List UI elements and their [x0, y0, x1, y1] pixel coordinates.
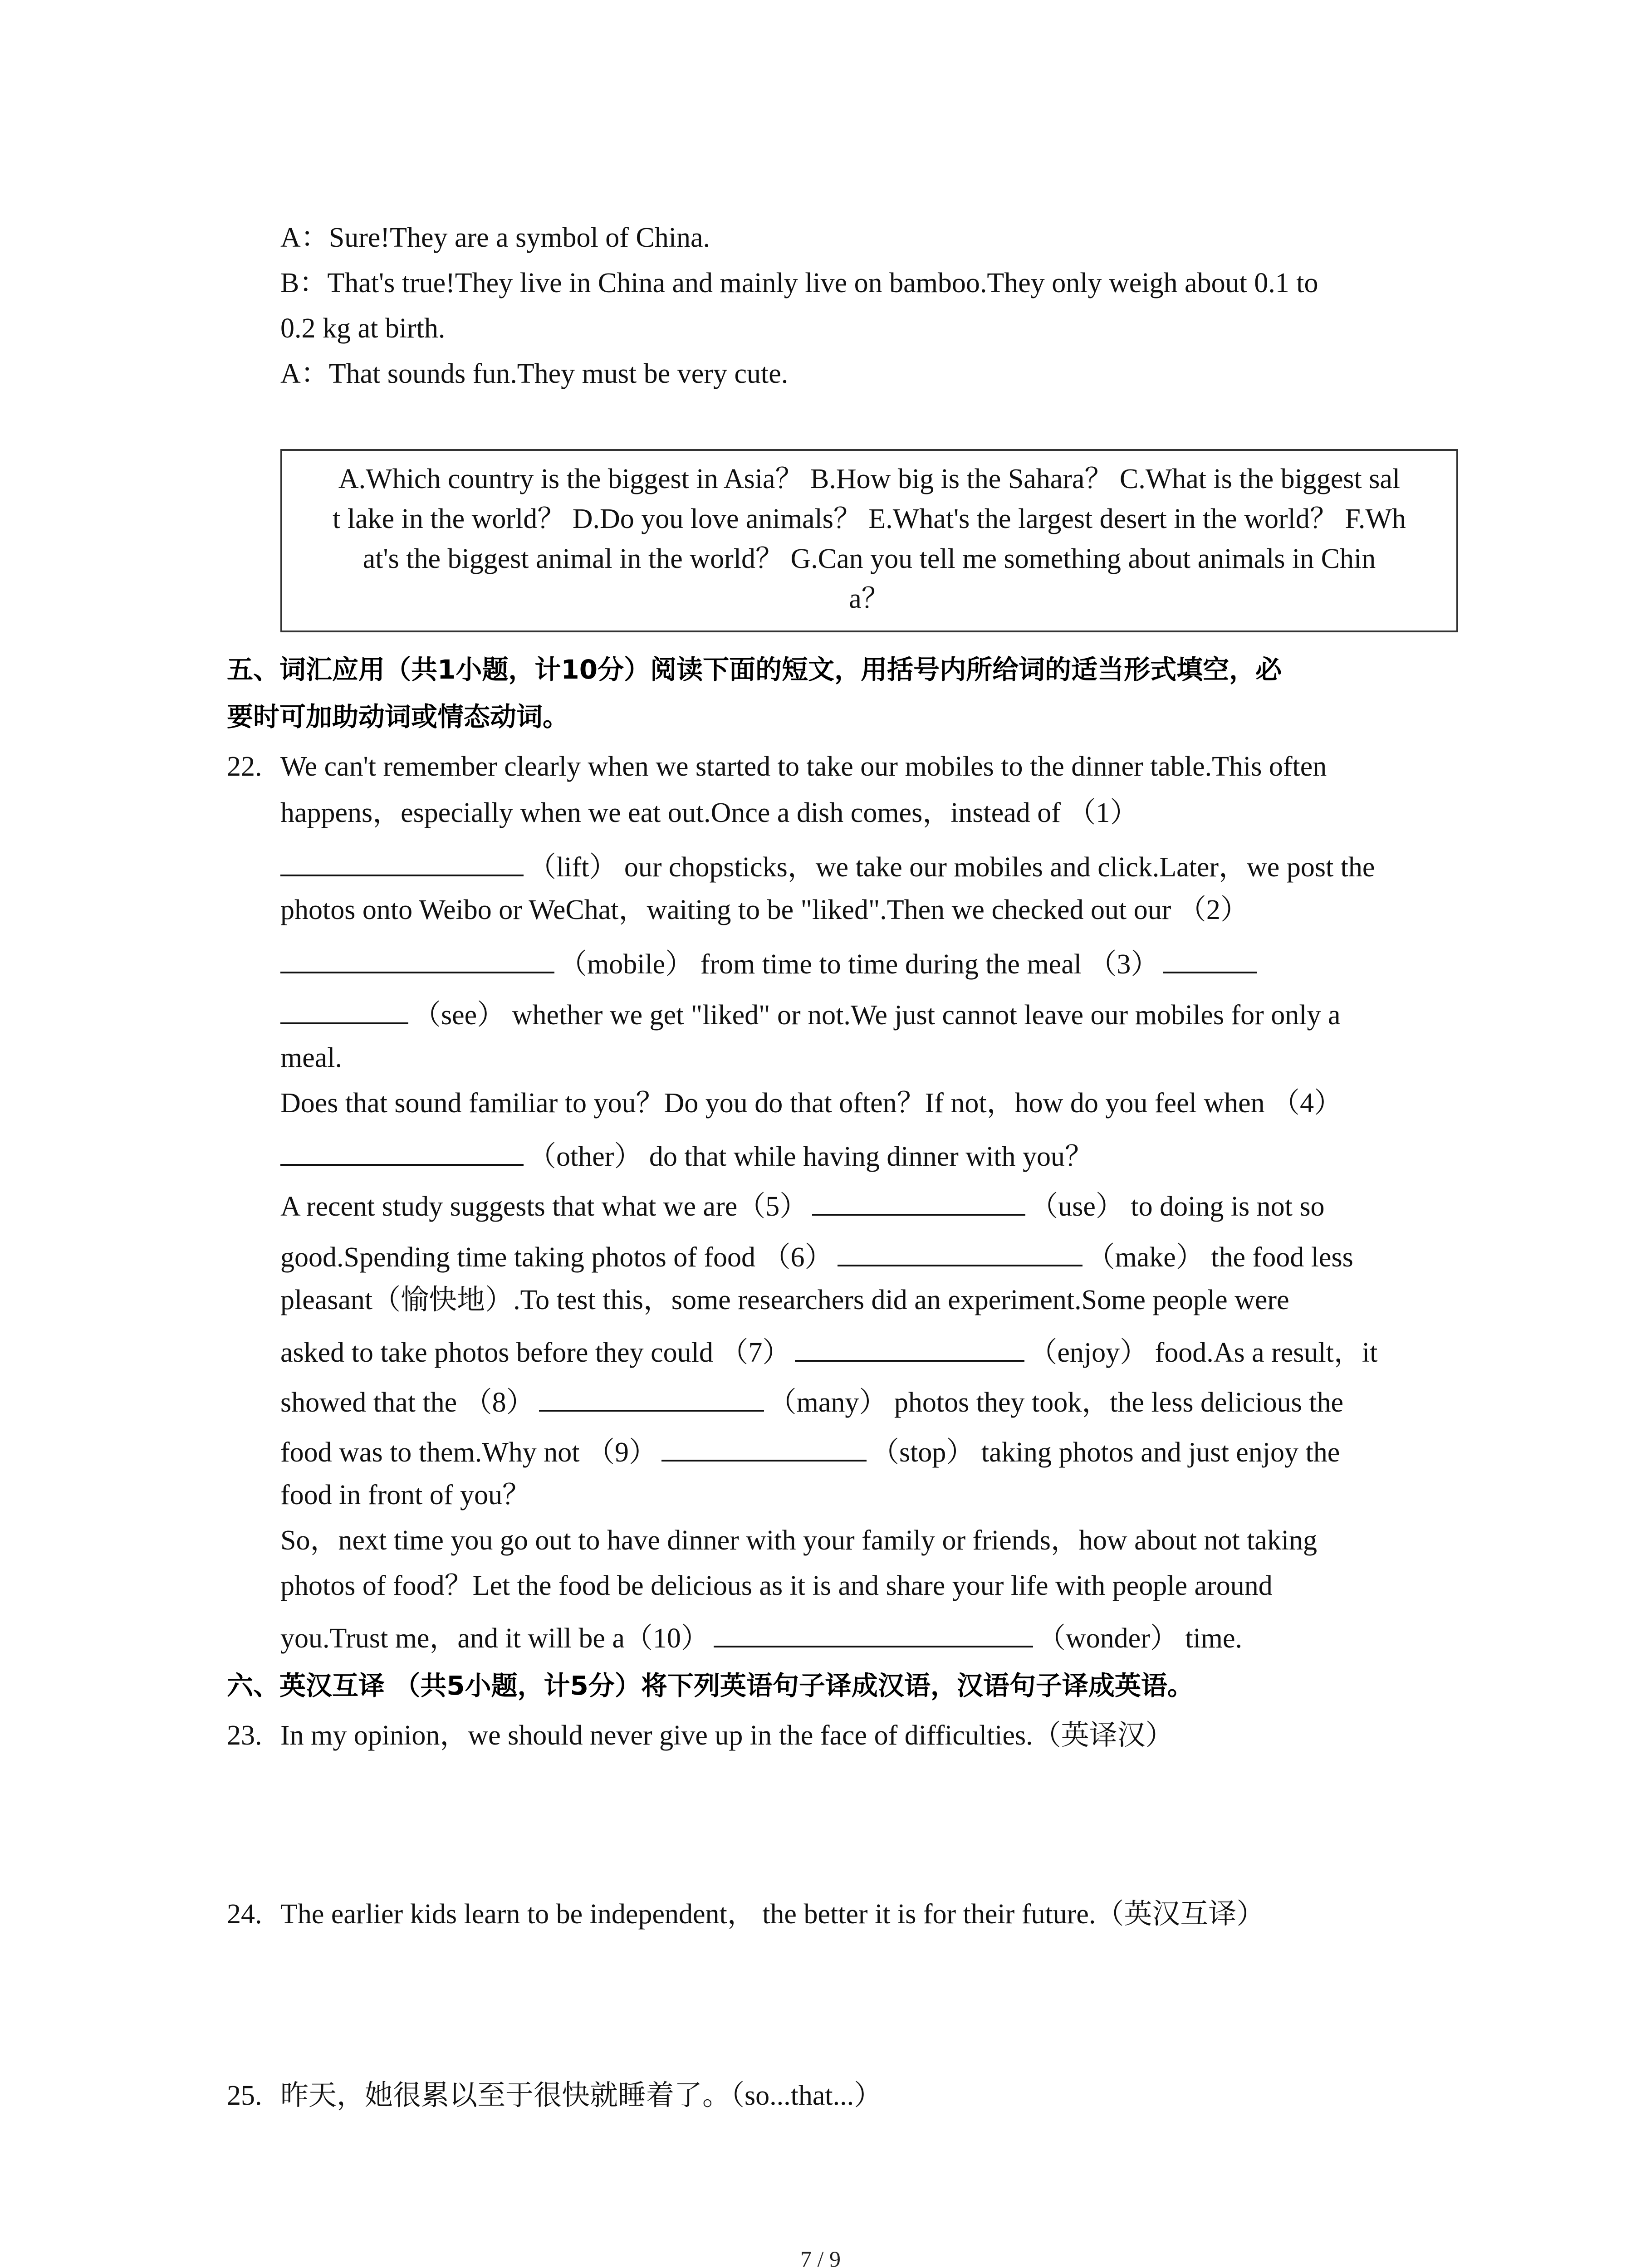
page-number: 7 / 9 [800, 2246, 841, 2268]
question-23-number: 23. [227, 1720, 262, 1751]
question-23-text: In my opinion，we should never give up in the face of difficulties.（英译汉） [280, 1720, 1174, 1751]
q22-line-14 [280, 1382, 1343, 1421]
q22-line-7: meal. [280, 1042, 342, 1073]
q22-line-18: photos of food？Let the food be delicious as it is and share your life with people around [280, 1570, 1273, 1601]
q22-line-5 [280, 943, 1261, 982]
dialogue-line-2: B：That's true!They live in China and mainly live on bamboo.They only weigh about 0.1 to [280, 268, 1318, 298]
blank-1[interactable] [280, 846, 524, 876]
q22-line-19-text-a: you.Trust me，and it will be a（10） [280, 1623, 709, 1654]
q22-line-3 [280, 846, 1375, 885]
blank-3a[interactable] [1163, 943, 1257, 973]
q22-line-14-text-b: （many） photos they took，the less delicious the [768, 1387, 1344, 1418]
q22-line-9 [280, 1136, 1093, 1175]
q22-line-6-text: （see） whether we get "liked" or not.We just cannot leave our mobiles for only a [413, 1000, 1341, 1031]
q22-line-10-text-b: （use） to doing is not so [1030, 1191, 1325, 1222]
question-22-number: 22. [227, 751, 262, 782]
dialogue-line-1: A：Sure!They are a symbol of China. [280, 222, 710, 253]
blank-2[interactable] [280, 943, 554, 973]
dialogue-line-4: A：That sounds fun.They must be very cute. [280, 358, 789, 389]
question-25-number: 25. [227, 2080, 262, 2111]
q22-line-8: Does that sound familiar to you？Do you do that often？If not，how do you feel when （4） [280, 1088, 1342, 1119]
q22-line-19 [280, 1618, 1242, 1657]
options-line-4: a？ [849, 583, 890, 614]
q22-line-11-text-a: good.Spending time taking photos of food （6） [280, 1242, 833, 1273]
q22-line-13 [280, 1332, 1377, 1371]
blank-6[interactable] [838, 1237, 1083, 1266]
q22-line-14-text-a: showed that the （8） [280, 1387, 534, 1418]
options-line-2: t lake in the world？ D.Do you love animals？ E.What's the largest desert in the world？ F.Wh [333, 503, 1406, 534]
q22-line-16: food in front of you？ [280, 1480, 531, 1510]
options-box [280, 449, 1458, 632]
q22-line-19-text-b: （wonder） time. [1037, 1623, 1243, 1654]
section-5-heading-line-2: 要时可加助动词或情态动词。 [227, 701, 569, 732]
blank-4[interactable] [280, 1136, 524, 1166]
q22-line-10 [280, 1186, 1325, 1225]
q22-line-17: So，next time you go out to have dinner with your family or friends，how about not taking [280, 1525, 1318, 1556]
q22-line-11-text-b: （make） the food less [1087, 1242, 1353, 1273]
question-24-number: 24. [227, 1899, 262, 1930]
q22-line-15-text-b: （stop） taking photos and just enjoy the [871, 1437, 1340, 1468]
question-25-text: 昨天，她很累以至于很快就睡着了。（so...that...） [280, 2080, 882, 2111]
options-line-3: at's the biggest animal in the world？ G.Can you tell me something about animals in Chin [362, 543, 1376, 574]
q22-line-5-text: （mobile） from time to time during the meal （3） [559, 949, 1159, 980]
q22-line-3-text: （lift） our chopsticks，we take our mobiles and click.Later，we post the [528, 852, 1375, 883]
q22-line-13-text-b: （enjoy） food.As a result，it [1029, 1337, 1378, 1368]
blank-5[interactable] [812, 1186, 1025, 1216]
q22-line-11 [280, 1237, 1353, 1276]
q22-line-13-text-a: asked to take photos before they could （7） [280, 1337, 791, 1368]
blank-7[interactable] [795, 1332, 1024, 1362]
q22-line-12: pleasant（愉快地）.To test this，some researchers did an experiment.Some people were [280, 1285, 1289, 1315]
q22-line-15-text-a: food was to them.Why not （9） [280, 1437, 657, 1468]
section-6-heading: 六、英汉互译 （共5小题，计5分）将下列英语句子译成汉语，汉语句子译成英语。 [227, 1670, 1194, 1701]
dialogue-line-3: 0.2 kg at birth. [280, 313, 446, 344]
section-5-heading-line-1: 五、词汇应用（共1小题，计10分）阅读下面的短文，用括号内所给词的适当形式填空，必 [227, 654, 1282, 685]
q22-line-9-text: （other） do that while having dinner with you？ [528, 1141, 1093, 1172]
q22-line-15 [280, 1432, 1340, 1471]
q22-line-1: We can't remember clearly when we started to take our mobiles to the dinner table.This often [280, 751, 1327, 782]
blank-10[interactable] [714, 1618, 1033, 1647]
options-line-1: A.Which country is the biggest in Asia？ B.How big is the Sahara？ C.What is the biggest sal [338, 464, 1401, 494]
blank-8[interactable] [539, 1382, 764, 1412]
q22-line-6 [280, 994, 1341, 1033]
question-24-text: The earlier kids learn to be independent， the better it is for their future.（英汉互译） [280, 1899, 1265, 1930]
blank-9[interactable] [661, 1432, 867, 1461]
q22-line-10-text-a: A recent study suggests that what we are（5） [280, 1191, 808, 1222]
blank-3b[interactable] [280, 994, 408, 1024]
q22-line-2: happens，especially when we eat out.Once a dish comes，instead of （1） [280, 797, 1138, 828]
q22-line-4: photos onto Weibo or WeChat，waiting to be "liked".Then we checked out our （2） [280, 894, 1249, 925]
